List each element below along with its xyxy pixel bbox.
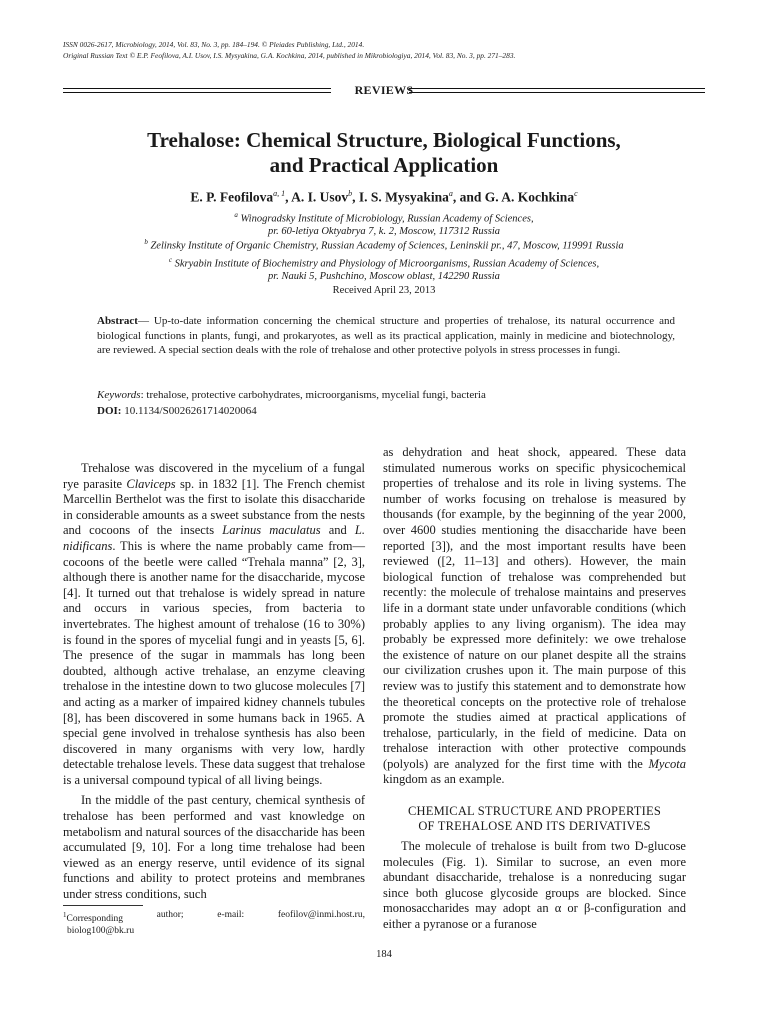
doi-label: DOI:: [97, 405, 122, 417]
author-4-affil-mark: c: [574, 189, 578, 198]
affil-a-line-2: pr. 60-letiya Oktyabrya 7, k. 2, Moscow, 117312 Russia: [267, 226, 501, 237]
affil-c-line-2: pr. Nauki 5, Pushchino, Moscow oblast, 142290 Russia: [268, 271, 500, 282]
paragraph: The molecule of trehalose is built from two D-glucose molecules (Fig. 1). Similar to sucrose, an even more abundant disaccharide, trehalose is a nonreducing sugar since both glucose glycoside groups are blocked. Since monosaccharides may adopt an α or β-configuration and either a pyranose or a furanose: [383, 839, 686, 931]
original-text-line: Original Russian Text © E.P. Feofilova, A.I. Usov, I.S. Mysyakina, G.A. Kochkina, 2014, published in Mikrobiologiya, 2014, Vol. 83, No. 3, pp. 271–283.: [63, 51, 516, 60]
text-run: as dehydration and heat shock, appeared. These data stimulated numerous works on specific physicochemical properties of trehalose and its role in living systems. The number of works focusing on trehalose is measured by thousands (for example, by the beginning of the year 2000, over 4600 studies mentioning the disaccharide have been reported [3]), and the most important results have been reviewed ([2, 11–13] and others). However, the main biological function of trehalose was comprehended but recently: the molecule of trehalose maintains and preserves life in a dormant state under unfavorable conditions (which probably applies to any living organism). The idea may probably be expressed more definitely: we owe trehalose the existence of nature on our planet despite all the strains our civilization crushes upon it. The main purpose of this review was to justify this statement and to demonstrate how the theoretical concepts on the protective role of trehalose promote the studies aimed at practical applications of trehalose, particularly, in the field of medicine. Data on trehalose interaction with other protective compounds (polyols) are analyzed for the first time with the: [383, 445, 686, 771]
species-name: Larinus maculatus: [222, 523, 321, 538]
section-label: REVIEWS: [354, 83, 414, 97]
author-3: , I. S. Mysyakina: [352, 189, 449, 205]
section-rule: [63, 83, 705, 97]
paragraph: [383, 445, 686, 788]
affil-a-mark: a: [234, 211, 238, 219]
abstract: [97, 314, 675, 358]
abstract-label: Abstract: [97, 315, 138, 327]
author-list: [63, 189, 705, 206]
author-4: , and G. A. Kochkina: [452, 189, 575, 205]
section-heading-line-2: OF TREHALOSE AND ITS DERIVATIVES: [418, 819, 651, 833]
footnote-word: author;: [156, 910, 184, 920]
section-heading: [383, 804, 686, 834]
text-run: kingdom as an example.: [383, 772, 505, 787]
footnote-email-2: biolog100@bk.ru: [67, 926, 135, 937]
article-title: [63, 128, 705, 178]
author-1: E. P. Feofilova: [190, 189, 274, 205]
page-number: 184: [376, 949, 392, 960]
affil-b-line-1: Zelinsky Institute of Organic Chemistry, Russian Academy of Sciences, Leninskii pr., 47, Moscow, 119991 Russia: [150, 240, 624, 252]
footnote: [63, 909, 365, 937]
doi-value: 10.1134/S0026261714020064: [121, 405, 257, 417]
species-name: L. nidificans: [63, 523, 365, 553]
body-column-right-lower: [383, 839, 686, 933]
affil-a-line-1: Winogradsky Institute of Microbiology, Russian Academy of Sciences,: [240, 213, 534, 225]
footnote-word: Corresponding: [66, 914, 123, 925]
abstract-text: — Up-to-date information concerning the chemical structure and properties of trehalose, its natural occurrence and biological functions in plants, fungi, and prokaryotes, as well as its practical application, mainly in medicine and biotechnology, are reviewed. A special section deals with the role of trehalose and other protective polyols in stress processes in fungi.: [97, 315, 675, 356]
affil-b-mark: b: [144, 238, 148, 246]
footnote-email: feofilov@inmi.host.ru,: [277, 910, 365, 920]
affiliation-b: [63, 236, 705, 253]
keywords-text: : trehalose, protective carbohydrates, microorganisms, mycelial fungi, bacteria: [140, 389, 486, 401]
received-date: Received April 23, 2013: [332, 285, 436, 296]
footnote-word: e-mail:: [217, 910, 245, 920]
section-heading-line-1: CHEMICAL STRUCTURE AND PROPERTIES: [408, 804, 661, 818]
text-run: and: [320, 523, 355, 538]
paragraph: [63, 461, 365, 788]
title-line-1: Trehalose: Chemical Structure, Biological Functions,: [147, 128, 621, 152]
footnote-rule: [63, 905, 143, 906]
title-line-2: and Practical Application: [269, 153, 499, 177]
text-run: Trehalose was discovered in the mycelium of a fungal rye parasite: [63, 461, 365, 491]
keywords: [97, 388, 675, 402]
author-1-affil-mark: a, 1: [273, 189, 286, 198]
doi: [97, 405, 675, 417]
author-3-affil-mark: a: [448, 189, 453, 198]
text-run: . This is where the name probably came from—cocoons of the beetle were called “Trehala manna” [2, 3], although there is another name for the disaccharide, mycose [4]. It turned out that trehalose is widely spread in nature and occurs in various species, from bacteria to invertebrates. The highest amount of trehalose (16 to 30%) is found in the spores of mycelial fungi and in yeasts [5, 6]. The presence of the sugar in mammals has long been doubted, although active trehalase, an enzyme cleaving trehalose in the intestine down to two glucose molecules [7] and acting as a marker of impaired kidney channels tubules [8], has been discovered in some humans back in 1965. A special gene involved in trehalose synthesis has also been discovered in many organisms with very low, hardly detectable trehalose levels. These data suggest that trehalose is a universal compound typical of all living beings.: [63, 538, 365, 787]
paragraph: In the middle of the past century, chemical synthesis of trehalose has been performed and vast knowledge on metabolism and natural sources of the disaccharide has been accumulated [9, 10]. For a long time trehalose had been viewed as an energy reserve, until evidence of its signal functions and ability to protect proteins and membranes under stress conditions, such: [63, 793, 365, 902]
genus-name: Claviceps: [126, 476, 176, 491]
affil-c-line-1: Skryabin Institute of Biochemistry and Physiology of Microorganisms, Russian Academy of Sciences,: [174, 258, 600, 270]
kingdom-name: Mycota: [648, 756, 686, 771]
footnote-mark: 1: [63, 911, 67, 919]
journal-issn-line: ISSN 0026-2617, Microbiology, 2014, Vol. 83, No. 3, pp. 184–194. © Pleiades Publishing, Ltd., 2014.: [63, 40, 365, 49]
affil-c-mark: c: [168, 256, 172, 264]
text-run: sp. in 1832 [1]. The French chemist Marcellin Berthelot was the first to isolate this disaccharide in considerable amounts as a sweet substance from the nests and cocoons of the insects: [63, 476, 366, 538]
body-column-right: [383, 445, 686, 788]
affiliation-a: [63, 209, 705, 239]
author-2-affil-mark: b: [348, 189, 353, 198]
body-column-left: [63, 461, 365, 903]
author-2: , A. I. Usov: [285, 189, 349, 205]
affiliation-c: [63, 254, 705, 284]
keywords-label: Keywords: [97, 389, 141, 401]
